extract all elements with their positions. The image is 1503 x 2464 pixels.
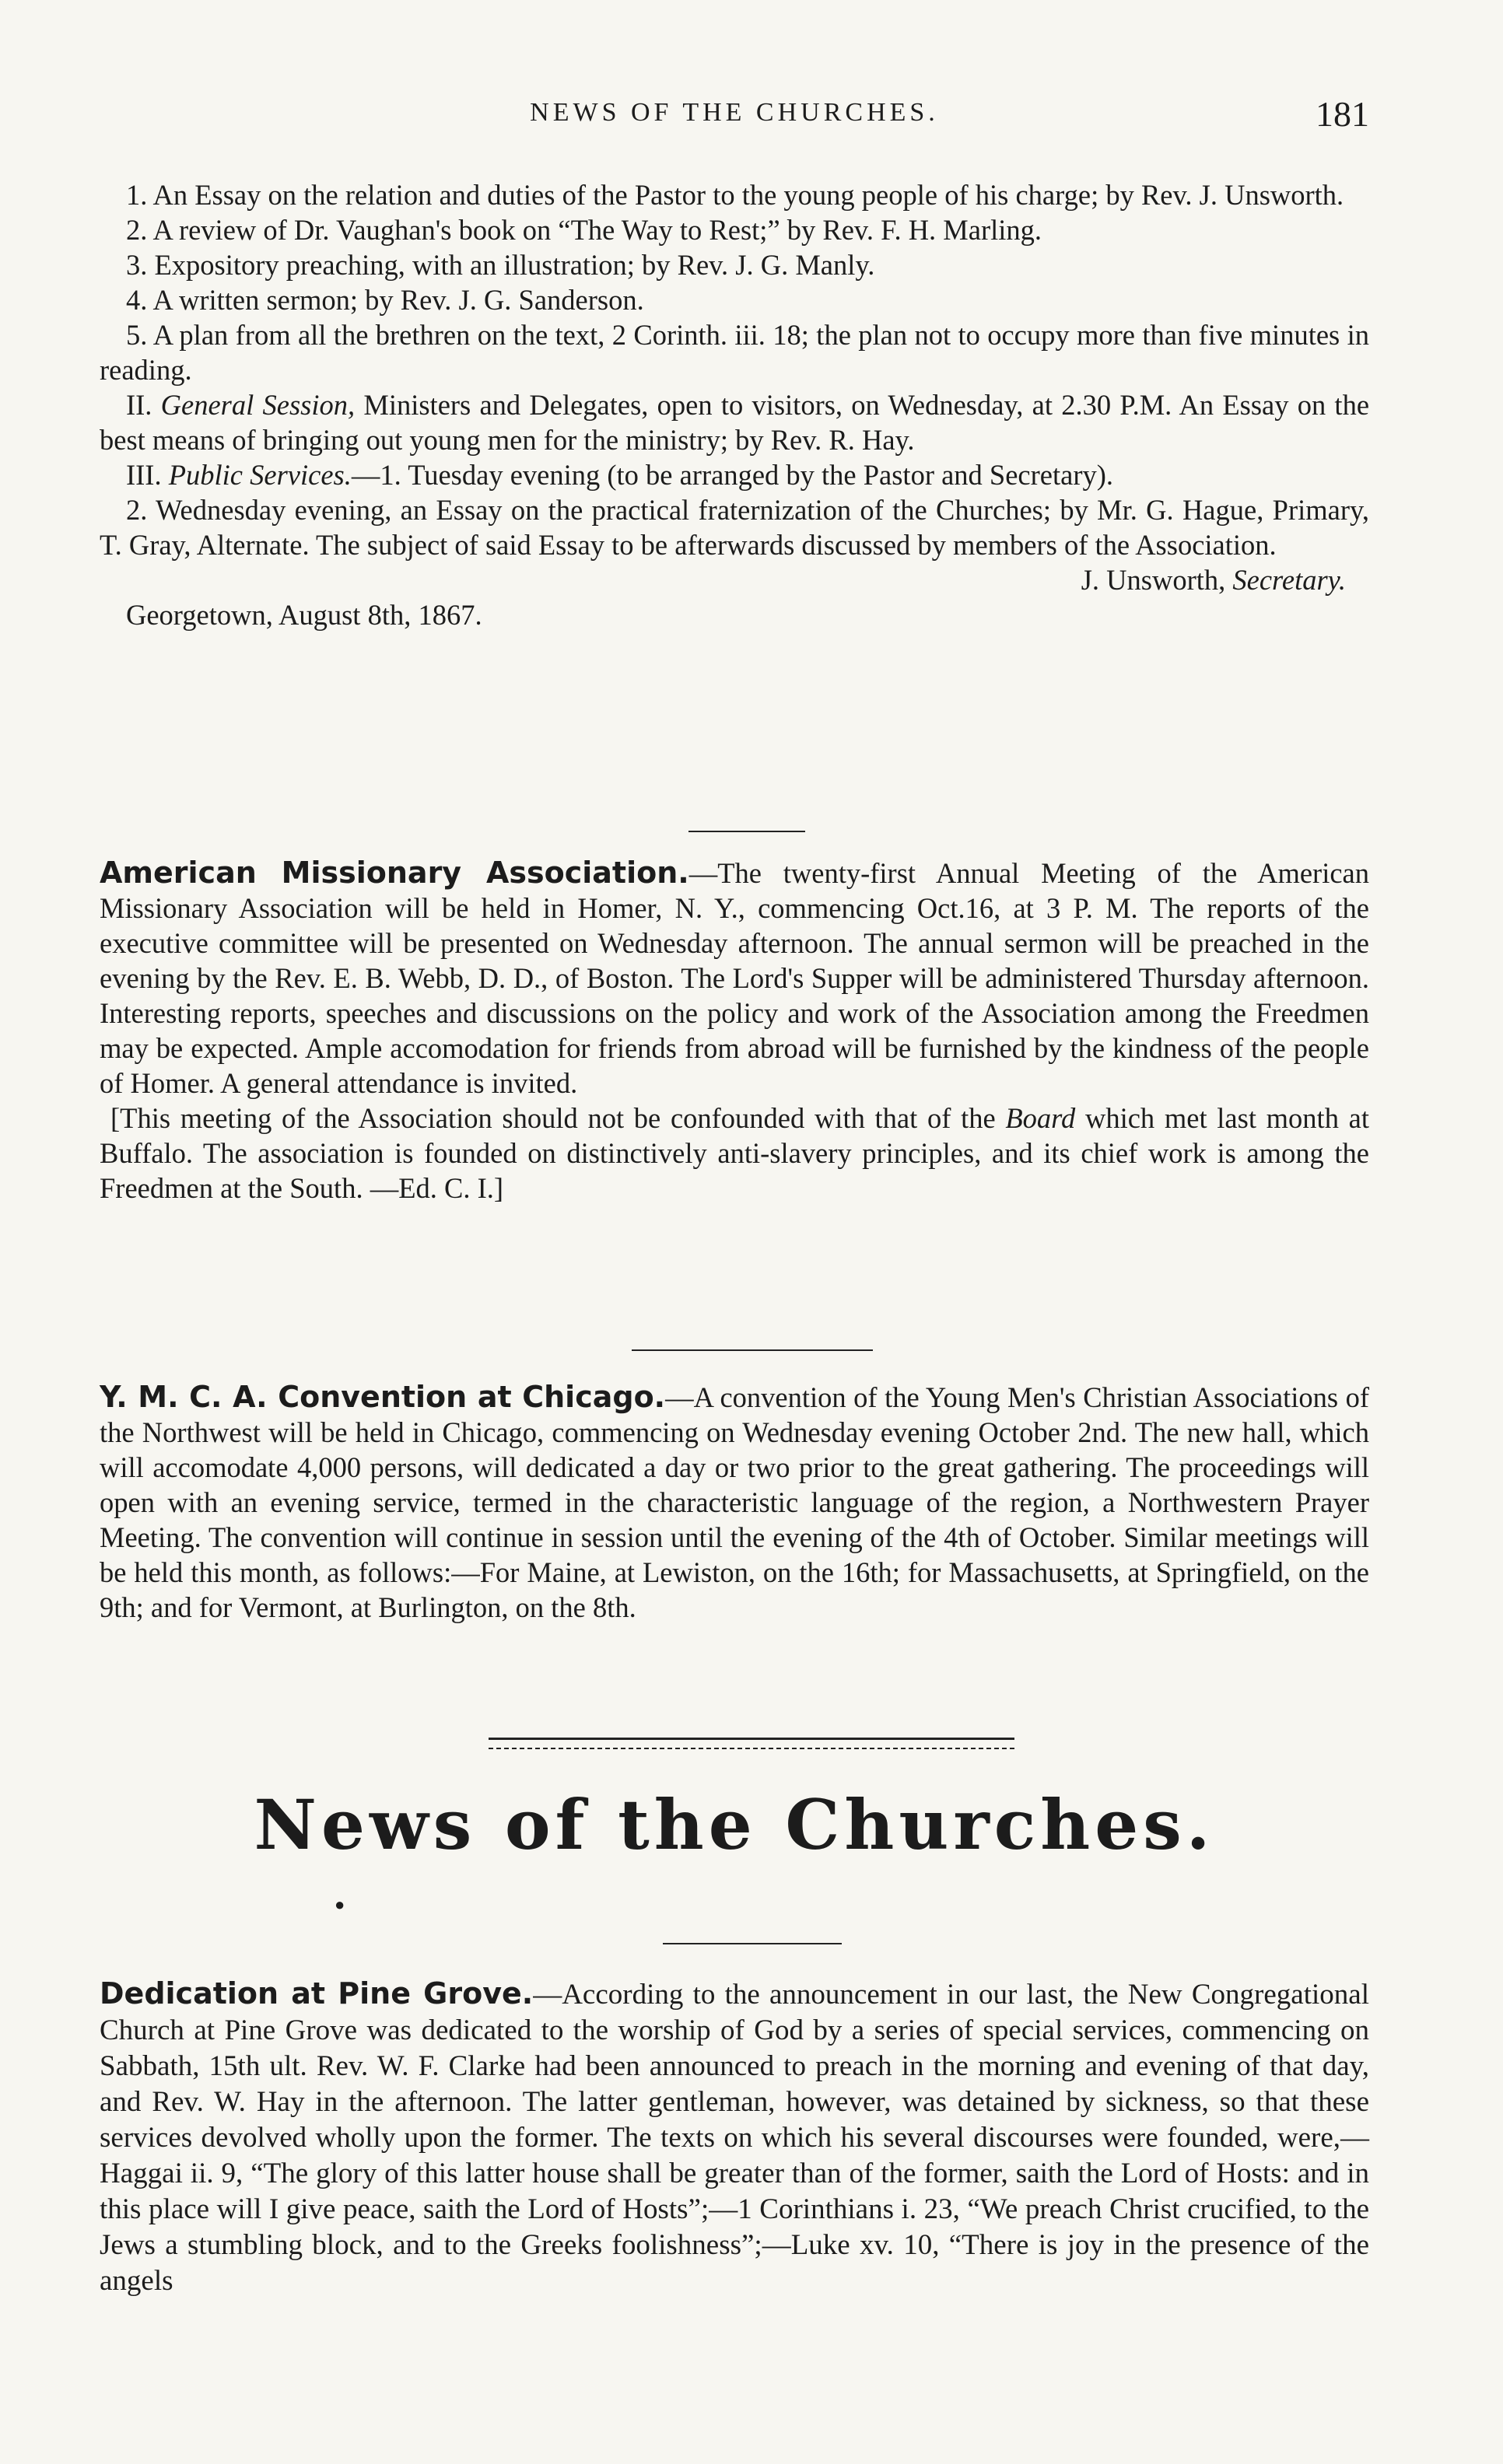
general-session-label: II. (126, 389, 161, 421)
signature-title: Secretary. (1232, 564, 1346, 596)
ama-lead: American Missionary Association. (100, 856, 689, 890)
ama-editor-note (100, 1101, 1369, 1206)
divider-rule (688, 831, 805, 832)
public-services-label-italic: Public Services. (168, 459, 352, 491)
page-header (100, 93, 1369, 140)
general-session-label-italic: General Session, (160, 389, 356, 421)
public-services-label: III. (126, 459, 169, 491)
dedication-paragraph (100, 1976, 1369, 2299)
ymca-convention-article (100, 1380, 1369, 1625)
public-services-paragraph (100, 457, 1369, 492)
ornamental-rule-bottom (489, 1748, 1014, 1749)
programme-item-4: 4. A written sermon; by Rev. J. G. Sanderson. (126, 284, 644, 316)
ymca-text: —A convention of the Young Men's Christian Associations of the Northwest will be held in Chicago, commencing on Wednesday evening October 2nd. The new hall, which will accomodate 4,000 persons, will dedicated a day or two prior to the great gathering. The proceedings will open with an evening service, termed in the characteristic language of the region, a Northwestern Prayer Meeting. The convention will continue in session until the evening of the 4th of October. Similar meetings will be held this month, as follows:—For Maine, at Lewiston, on the 16th; for Massachusetts, at Springfield, on the 9th; and for Vermont, at Burlington, on the 8th. (100, 1381, 1369, 1623)
divider-rule (632, 1349, 873, 1351)
dedication-lead: Dedication at Pine Grove. (100, 1976, 534, 2011)
ama-note-end: which met last month at Buffalo. The association is founded on distinctively anti-slavery principles, and its chief work is among the Freedmen at the South. —Ed. C. I.] (100, 1102, 1369, 1204)
signature-name: J. Unsworth, (1081, 564, 1233, 596)
association-programme (100, 177, 1369, 632)
general-session-paragraph (100, 387, 1369, 457)
dedication-article (100, 1976, 1369, 2299)
programme-item-3: 3. Expository preaching, with an illustration; by Rev. J. G. Manly. (126, 249, 875, 281)
american-missionary-association-article (100, 856, 1369, 1206)
programme-item-5: 5. A plan from all the brethren on the text, 2 Corinth. iii. 18; the plan not to occupy more than five minutes in reading. (100, 319, 1369, 386)
general-session-text: Ministers and Delegates, open to visitors, on Wednesday, at 2.30 P.M. An Essay on the best means of bringing out young men for the ministry; by Rev. R. Hay. (100, 389, 1370, 456)
signature (100, 562, 1369, 597)
public-services-item-2: 2. Wednesday evening, an Essay on the practical fraternization of the Churches; by Mr. G. Hague, Primary, T. Gray, Alternate. The subject of said Essay to be afterwards discussed by members of the Association. (100, 494, 1369, 561)
ama-paragraph (100, 856, 1369, 1101)
divider-rule (663, 1943, 842, 1944)
ama-text: —The twenty-first Annual Meeting of the American Missionary Association will be held in Homer, N. Y., commencing Oct.16, at 3 P. M. The reports of the executive committee will be presented on Wednesday afternoon. The annual sermon will be preached in the evening by the Rev. E. B. Webb, D. D., of Boston. The Lord's Supper will be administered Thursday afternoon. Interesting reports, speeches and discussions on the policy and work of the Association among the Freedmen may be expected. Ample accomodation for friends from abroad will be furnished by the kindness of the people of Homer. A general attendance is invited. (100, 857, 1369, 1099)
ama-note-start: [This meeting of the Association should not be confounded with that of the (110, 1102, 1006, 1134)
programme-item-1: 1. An Essay on the relation and duties of the Pastor to the young people of his charge; by Rev. J. Unsworth. (126, 179, 1344, 211)
page-number: 181 (1316, 94, 1369, 134)
ornamental-rule-top (489, 1738, 1014, 1740)
programme-item-2: 2. A review of Dr. Vaughan's book on “The Way to Rest;” by Rev. F. H. Marling. (126, 214, 1042, 246)
dedication-text: —According to the announcement in our last, the New Congregational Church at Pine Grove was dedicated to the worship of God by a series of special services, commencing on Sabbath, 15th ult. Rev. W. F. Clarke had been announced to preach in the morning and evening of that day, and Rev. W. Hay in the afternoon. The latter gentleman, however, was detained by sickness, so that these services devolved wholly upon the former. The texts on which his several discourses were founded, were,—Haggai ii. 9, “The glory of this latter house shall be greater than of the former, saith the Lord of Hosts: and in this place will I give peace, saith the Lord of Hosts”;—1 Corinthians i. 23, “We preach Christ crucified, to the Jews a stumbling block, and to the Greeks foolishness”;—Luke xv. 10, “There is joy in the presence of the angels (100, 1979, 1369, 2297)
running-head: NEWS OF THE CHURCHES. (530, 98, 939, 127)
ama-note-board: Board (1005, 1102, 1076, 1134)
ymca-lead: Y. M. C. A. Convention at Chicago. (100, 1380, 666, 1414)
ymca-paragraph (100, 1380, 1369, 1625)
dateline: Georgetown, August 8th, 1867. (126, 599, 482, 631)
stray-dot: ● (335, 1895, 345, 1914)
public-services-text: —1. Tuesday evening (to be arranged by the Pastor and Secretary). (351, 459, 1114, 491)
section-heading: News of the Churches. (254, 1784, 1215, 1865)
